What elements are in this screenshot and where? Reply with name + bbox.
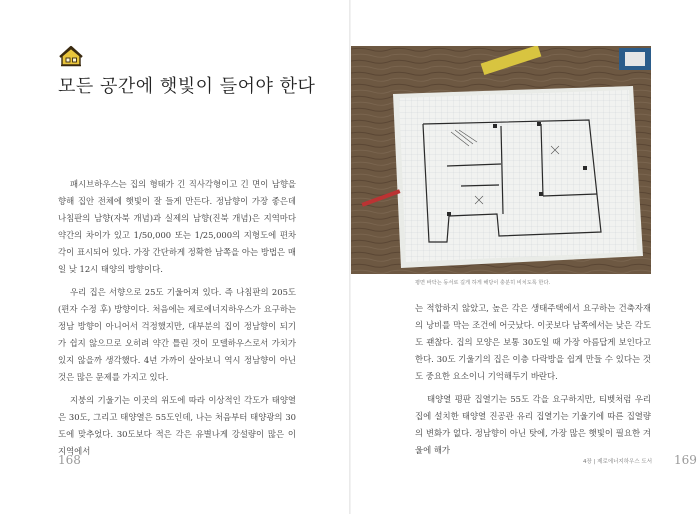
paragraph: 패시브하우스는 집의 형태가 긴 직사각형이고 긴 면이 남향을 향해 집안 전체에 햇빛이 잘 들게 만든다. 정남향이 가장 좋은데 나침판의 남향(자북 개념)과 실제의 남향(진북 개념)은 지역마다 약간의 차이가 있고 1/50,000 또는 1/25,000의 지형도에 편차각이 표시되어 있다. 가장 간단하게 정확한 남쪽을 아는 방법은 매일 낮 12시 태양의 방향이다.: [58, 179, 296, 274]
paragraph: 태양열 평판 집열기는 55도 각을 요구하지만, 티벳처럼 우리 집에 설치한 태양열 진공관 유리 집열기는 기울기에 따른 집열량의 변화가 없다. 정남향이 아닌 탓에, 가장 많은 햇빛이 필요한 겨울에 해가: [415, 394, 651, 455]
page-number-right: 169: [674, 453, 697, 467]
running-footer: 4장 | 제로에너지하우스 도서: [583, 459, 653, 465]
photo-caption: 평면 바닥는 동서로 길게 하게 해당이 충분히 비치도록 한다.: [415, 280, 551, 286]
paragraph: 는 적합하지 않았고, 높은 각은 생태주택에서 요구하는 건축자재의 낭비를 막는 조건에 어긋났다. 이곳보다 남쪽에서는 낮은 각도도 괜찮다. 집의 모양은 보통 30도일 때 가장 아름답게 보인다고 한다. 30도 기울기의 집은 이층 다락방을 쉽게 만들 수 있다는 것도 중요한 요소이니 기억해두기 바란다.: [415, 303, 651, 381]
page-number-left: 168: [58, 453, 81, 467]
paragraph: 지붕의 기울기는 이곳의 위도에 따라 이상적인 각도가 태양열은 30도, 그리고 태양열은 55도인데, 나는 처음부터 태양광의 30도에 맞추었다. 30도보다 적은 각은 유별나게 강설량이 많은 이 지역에서: [58, 395, 296, 456]
right-body-text: [415, 300, 651, 465]
paragraph: 우리 집은 서향으로 25도 기울어져 있다. 즉 나침판의 205도(편자 수정 후) 방향이다. 처음에는 제로에너지하우스가 요구하는 정남 방향이 아니어서 걱정했지만, 대부분의 집이 정남향이 되기가 쉽지 않으므로 오히려 약간 틀린 것이 모델하우스로서 가치가 있지 않을까 생각했다. 4년 가까이 살아보니 역시 정남향이 아닌 것은 많은 문제를 가지고 있다.: [58, 287, 296, 382]
chapter-title: 모든 공간에 햇빛이 들어야 한다: [58, 76, 316, 97]
right-page: [351, 0, 700, 514]
house-icon: [58, 44, 84, 68]
left-body-text: [58, 176, 296, 466]
left-page: [0, 0, 349, 514]
floor-plan-photo: [351, 46, 651, 274]
